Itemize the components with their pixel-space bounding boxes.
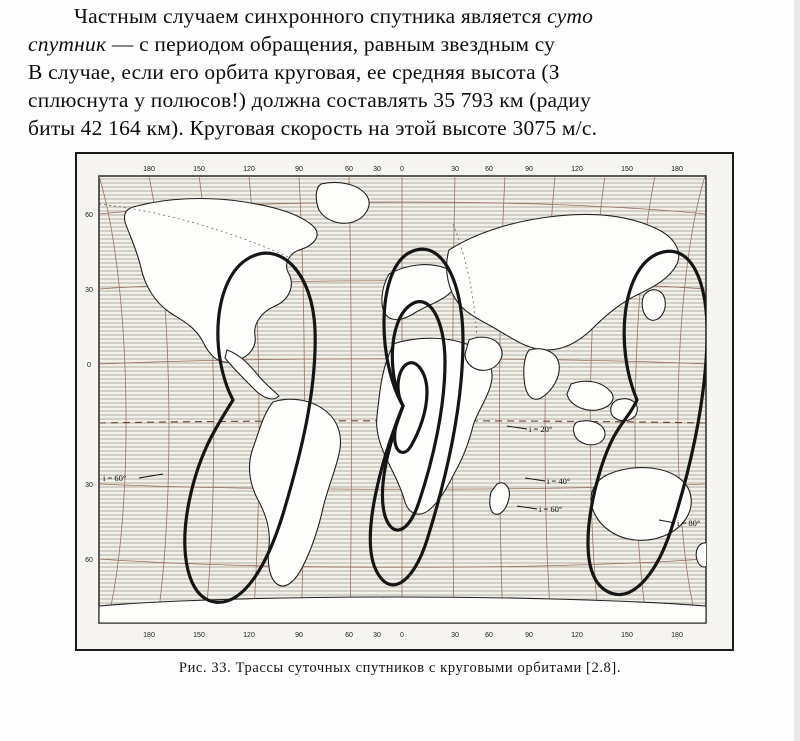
svg-text:60: 60	[345, 166, 353, 173]
svg-text:0: 0	[87, 362, 91, 369]
text-line-1-plain: Частным случаем синхронного спутника является	[74, 4, 548, 28]
svg-text:180: 180	[671, 166, 683, 173]
svg-text:180: 180	[143, 632, 155, 639]
text-line-2-italic: спутник	[28, 32, 107, 56]
svg-text:i = 60°: i = 60°	[539, 504, 563, 514]
svg-text:60: 60	[345, 632, 353, 639]
svg-text:30: 30	[85, 287, 93, 294]
svg-text:60: 60	[85, 557, 93, 564]
text-line-1-italic: суто	[547, 4, 594, 28]
svg-text:120: 120	[571, 632, 583, 639]
svg-text:90: 90	[295, 166, 303, 173]
svg-text:0: 0	[400, 632, 404, 639]
svg-text:i = 20°: i = 20°	[529, 424, 553, 434]
svg-text:30: 30	[373, 166, 381, 173]
svg-text:60: 60	[485, 166, 493, 173]
svg-text:150: 150	[621, 632, 633, 639]
svg-text:30: 30	[451, 166, 459, 173]
text-line-2	[28, 30, 798, 58]
svg-text:150: 150	[193, 166, 205, 173]
svg-text:90: 90	[525, 166, 533, 173]
svg-text:120: 120	[571, 166, 583, 173]
svg-text:30: 30	[85, 482, 93, 489]
ground-track-map-svg	[77, 154, 728, 645]
svg-text:60: 60	[485, 632, 493, 639]
text-line-1	[28, 2, 798, 30]
svg-text:150: 150	[621, 166, 633, 173]
body-text	[28, 2, 798, 142]
svg-text:i = 80°: i = 80°	[677, 518, 701, 528]
svg-text:120: 120	[243, 632, 255, 639]
svg-text:90: 90	[525, 632, 533, 639]
figure-caption: Рис. 33. Трассы суточных спутников с круговыми орбитами [2.8].	[178, 660, 622, 676]
text-line-5: биты 42 164 км). Круговая скорость на этой высоте 3075 м/с.	[28, 116, 598, 140]
text-line-4: сплюснута у полюсов!) должна составлять 35 793 км (радиу	[28, 88, 592, 112]
svg-text:180: 180	[143, 166, 155, 173]
svg-text:30: 30	[373, 632, 381, 639]
svg-text:30: 30	[451, 632, 459, 639]
svg-text:0: 0	[400, 166, 404, 173]
svg-text:120: 120	[243, 166, 255, 173]
figure-map	[75, 152, 734, 651]
svg-text:i = 40°: i = 40°	[547, 476, 571, 486]
svg-text:150: 150	[193, 632, 205, 639]
text-line-2-plain: — с периодом обращения, равным звездным су	[106, 32, 556, 56]
svg-text:180: 180	[671, 632, 683, 639]
svg-text:60: 60	[85, 212, 93, 219]
svg-text:90: 90	[295, 632, 303, 639]
text-line-3: В случае, если его орбита круговая, ее средняя высота (З	[28, 60, 560, 84]
svg-text:i = 60°: i = 60°	[103, 473, 127, 483]
figure-canvas	[77, 154, 732, 649]
